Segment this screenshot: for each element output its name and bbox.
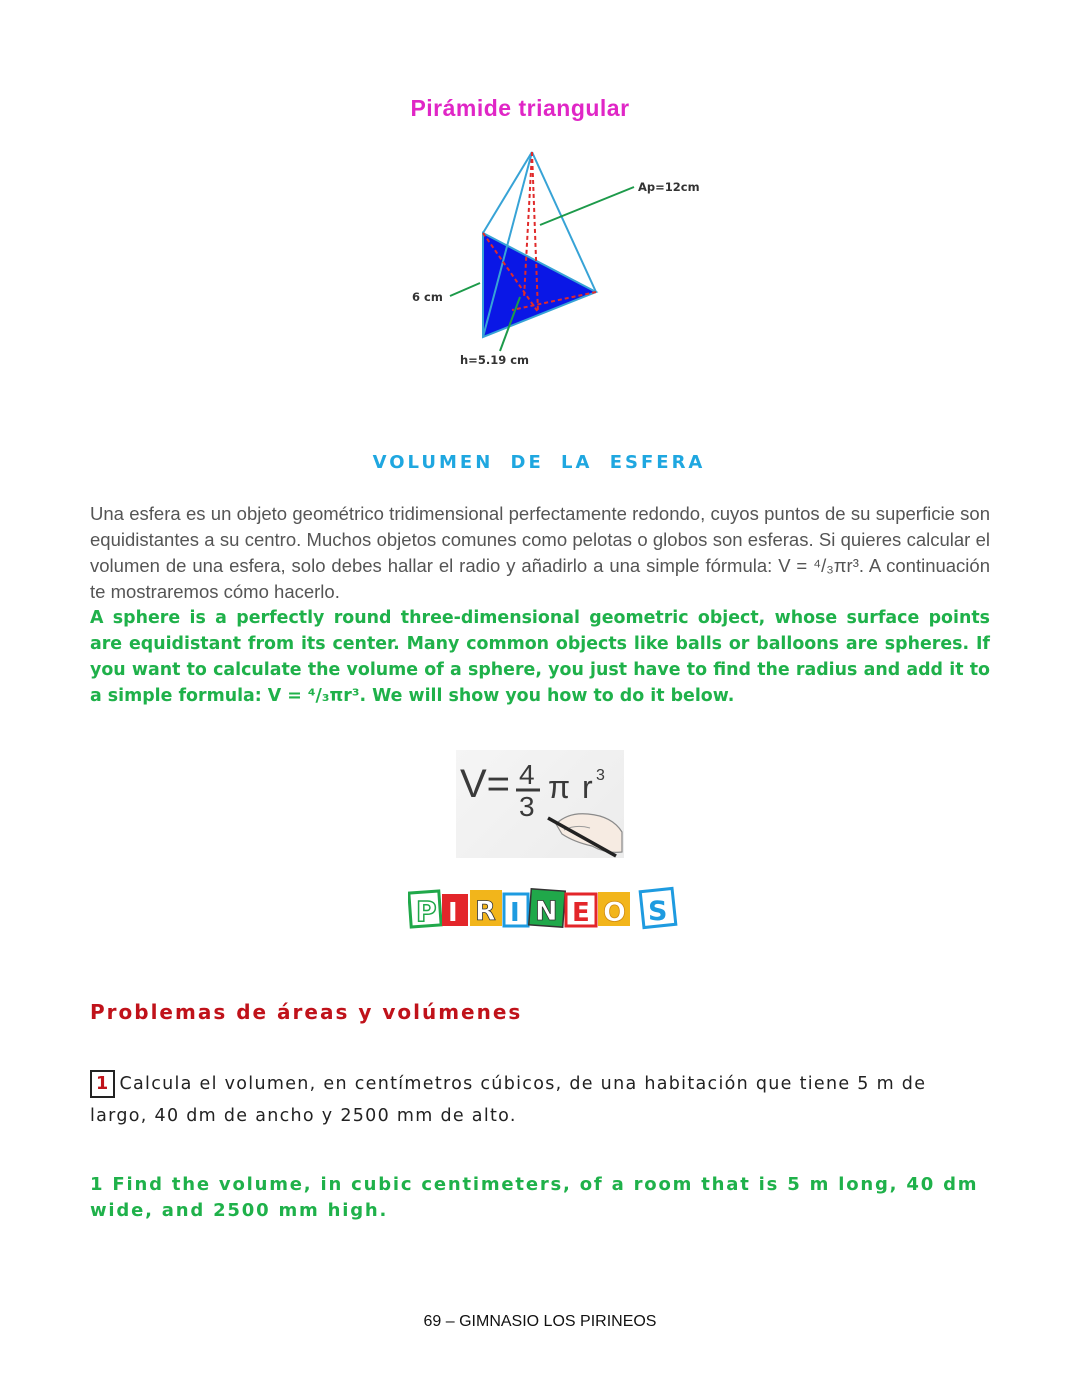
logo-letter-p (409, 891, 441, 928)
logo-letter-i2 (504, 894, 528, 928)
triangular-pyramid-diagram (400, 140, 730, 375)
logo-letter-s (640, 888, 676, 927)
formula-denominator: 3 (519, 791, 535, 822)
logo-letter-o (598, 892, 630, 928)
pyramid-base-face (483, 233, 596, 337)
problem-number-box: 1 (90, 1070, 115, 1098)
height-label: h=5.19 cm (460, 353, 529, 367)
apothem-label: Ap=12cm (638, 180, 700, 194)
formula-r: r (582, 769, 593, 805)
sphere-paragraph-english: A sphere is a perfectly round three-dimensional geometric object, whose surface points are equidistant from its center. Many common objects like balls or balloons are spheres. If you want to calculate the volume of a sphere, you just have to find the radius and add it to a simple formula: V = ⁴/₃πr³. We will show you how to do it below. (90, 608, 990, 706)
hand-drawing (556, 814, 622, 853)
logo-letter-n (529, 889, 565, 927)
formula-pi: π (548, 769, 571, 805)
logo-letter-r (470, 890, 502, 927)
logo-letter-e (566, 894, 596, 928)
sphere-volume-heading: VOLUMEN DE LA ESFERA (372, 452, 706, 473)
pirineos-logo (408, 886, 678, 930)
problem-1-spanish (90, 1068, 990, 1132)
formula-exponent: 3 (596, 767, 605, 784)
svg-text:I: I (448, 898, 458, 928)
svg-text:P: P (416, 895, 437, 928)
svg-text:R: R (475, 896, 496, 927)
svg-text:I: I (510, 898, 520, 928)
side-pointer (450, 283, 480, 296)
svg-text:O: O (603, 897, 626, 928)
svg-text:E: E (572, 898, 590, 928)
formula-numerator: 4 (519, 759, 535, 790)
page-footer: 69 – GIMNASIO LOS PIRINEOS (423, 1313, 657, 1330)
problems-heading: Problemas de áreas y volúmenes (90, 1000, 523, 1024)
pyramid-edge (483, 152, 532, 233)
apothem-pointer (540, 187, 634, 225)
problem-1-english: 1 Find the volume, in cubic centimeters, of a room that is 5 m long, 40 dm wide, and 2500 mm high. (90, 1174, 979, 1221)
side-label: 6 cm (412, 290, 443, 304)
sphere-formula-image (456, 750, 624, 858)
svg-text:N: N (535, 896, 558, 927)
logo-letter-i1 (442, 894, 468, 928)
problem-1-spanish-text: Calcula el volumen, en centímetros cúbicos, de una habitación que tiene 5 m de largo, 40 dm de ancho y 2500 mm de alto. (90, 1074, 927, 1126)
formula-lhs: V= (460, 762, 511, 806)
svg-text:S: S (648, 896, 668, 927)
sphere-paragraph-spanish: Una esfera es un objeto geométrico tridimensional perfectamente redondo, cuyos puntos de su superficie son equidistantes a su centro. Muchos objetos comunes como pelotas o globos son esferas. Si quieres calcular el volumen de una esfera, solo debes hallar el radio y añadirlo a una simple fórmula: V = ⁴/₃πr³. A continuación te mostraremos cómo hacerlo. (90, 503, 990, 602)
pyramid-title: Pirámide triangular (410, 95, 630, 121)
